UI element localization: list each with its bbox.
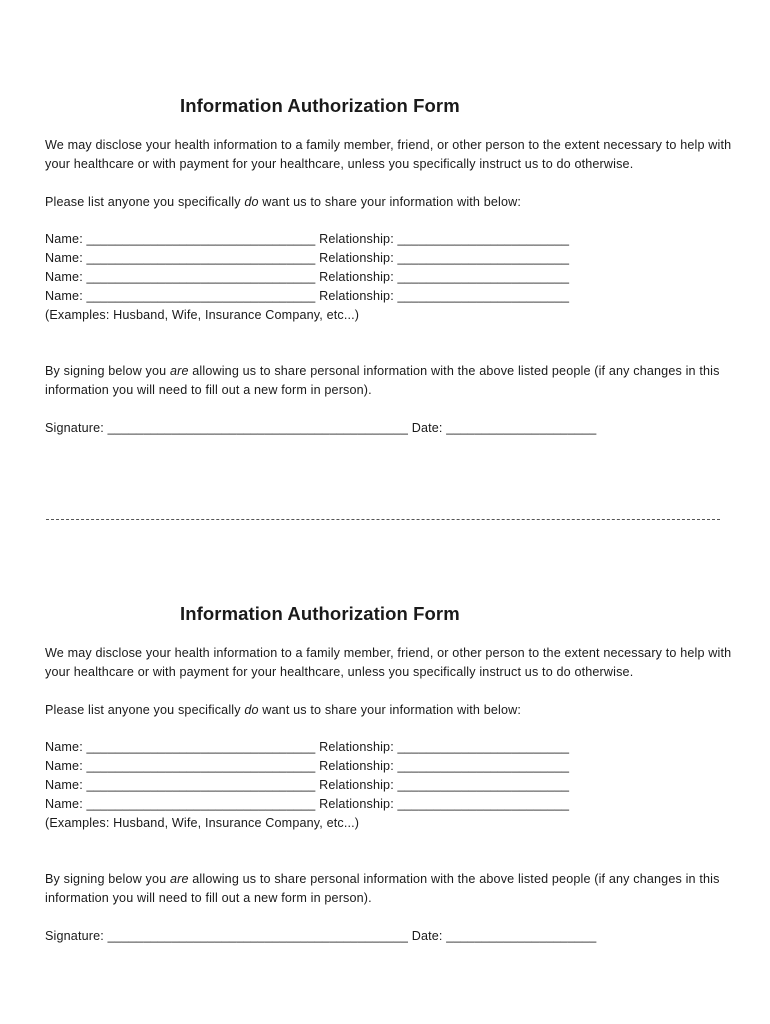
relationship-label: Relationship: — [315, 289, 398, 303]
relationship-field[interactable]: ________________________ — [397, 289, 570, 303]
name-row — [45, 738, 735, 757]
share-prompt — [45, 193, 735, 212]
name-label: Name: — [45, 232, 87, 246]
name-field[interactable]: ________________________________ — [86, 740, 316, 754]
relationship-field[interactable]: ________________________ — [397, 251, 570, 265]
name-label: Name: — [45, 797, 87, 811]
name-row — [45, 795, 735, 814]
signature-label: Signature: — [45, 421, 108, 435]
form-title: Information Authorization Form — [180, 95, 460, 116]
name-row — [45, 268, 735, 287]
name-label: Name: — [45, 289, 87, 303]
prompt-emphasis: do — [244, 195, 259, 209]
name-row — [45, 230, 735, 249]
date-field[interactable]: _____________________ — [446, 421, 597, 435]
name-label: Name: — [45, 759, 87, 773]
consent-emphasis: are — [169, 872, 189, 886]
prompt-emphasis: do — [244, 703, 259, 717]
prompt-text-end: want us to share your information with below: — [258, 703, 522, 717]
name-row — [45, 249, 735, 268]
intro-paragraph: We may disclose your health information to a family member, friend, or other person to the extent necessary to help with your healthcare or with payment for your healthcare, unless you specifically instruct us to do otherwise. — [45, 646, 732, 679]
consent-text: By signing below you — [45, 364, 170, 378]
authorization-form-1 — [45, 94, 735, 438]
date-label: Date: — [408, 929, 447, 943]
consent-text-end: allowing us to share personal information with the above listed people (if any changes in this information you will need to fill out a new form in person). — [45, 364, 720, 397]
consent-text: By signing below you — [45, 872, 170, 886]
relationship-label: Relationship: — [315, 251, 398, 265]
relationship-field[interactable]: ________________________ — [397, 740, 570, 754]
relationship-field[interactable]: ________________________ — [397, 270, 570, 284]
consent-paragraph — [45, 362, 735, 400]
relationship-label: Relationship: — [315, 778, 398, 792]
relationship-label: Relationship: — [315, 270, 398, 284]
name-row — [45, 287, 735, 306]
consent-text-end: allowing us to share personal information with the above listed people (if any changes in this information you will need to fill out a new form in person). — [45, 872, 720, 905]
name-label: Name: — [45, 251, 87, 265]
relationship-field[interactable]: ________________________ — [397, 797, 570, 811]
cut-line-divider — [46, 519, 720, 520]
form-title: Information Authorization Form — [180, 603, 460, 624]
name-field[interactable]: ________________________________ — [86, 797, 316, 811]
relationship-field[interactable]: ________________________ — [397, 778, 570, 792]
relationship-label: Relationship: — [315, 797, 398, 811]
relationship-label: Relationship: — [315, 759, 398, 773]
consent-emphasis: are — [169, 364, 189, 378]
prompt-text: Please list anyone you specifically — [45, 703, 245, 717]
date-field[interactable]: _____________________ — [446, 929, 597, 943]
relationship-label: Relationship: — [315, 740, 398, 754]
name-field[interactable]: ________________________________ — [86, 251, 316, 265]
name-label: Name: — [45, 778, 87, 792]
prompt-text-end: want us to share your information with below: — [258, 195, 522, 209]
name-relationship-list — [45, 230, 735, 325]
relationship-field[interactable]: ________________________ — [397, 759, 570, 773]
signature-row — [45, 927, 735, 946]
name-field[interactable]: ________________________________ — [86, 289, 316, 303]
consent-paragraph — [45, 870, 735, 908]
relationship-label: Relationship: — [315, 232, 398, 246]
prompt-text: Please list anyone you specifically — [45, 195, 245, 209]
name-field[interactable]: ________________________________ — [86, 778, 316, 792]
authorization-form-2 — [45, 602, 735, 946]
relationship-field[interactable]: ________________________ — [397, 232, 570, 246]
name-row — [45, 757, 735, 776]
signature-field[interactable]: __________________________________________ — [107, 421, 409, 435]
name-field[interactable]: ________________________________ — [86, 232, 316, 246]
intro-paragraph: We may disclose your health information to a family member, friend, or other person to the extent necessary to help with your healthcare or with payment for your healthcare, unless you specifically instruct us to do otherwise. — [45, 138, 732, 171]
name-field[interactable]: ________________________________ — [86, 270, 316, 284]
signature-field[interactable]: __________________________________________ — [107, 929, 409, 943]
share-prompt — [45, 701, 735, 720]
examples-note: (Examples: Husband, Wife, Insurance Company, etc...) — [45, 816, 360, 830]
date-label: Date: — [408, 421, 447, 435]
signature-label: Signature: — [45, 929, 108, 943]
name-relationship-list — [45, 738, 735, 833]
name-field[interactable]: ________________________________ — [86, 759, 316, 773]
name-label: Name: — [45, 740, 87, 754]
signature-row — [45, 419, 735, 438]
name-row — [45, 776, 735, 795]
examples-note: (Examples: Husband, Wife, Insurance Company, etc...) — [45, 308, 360, 322]
name-label: Name: — [45, 270, 87, 284]
